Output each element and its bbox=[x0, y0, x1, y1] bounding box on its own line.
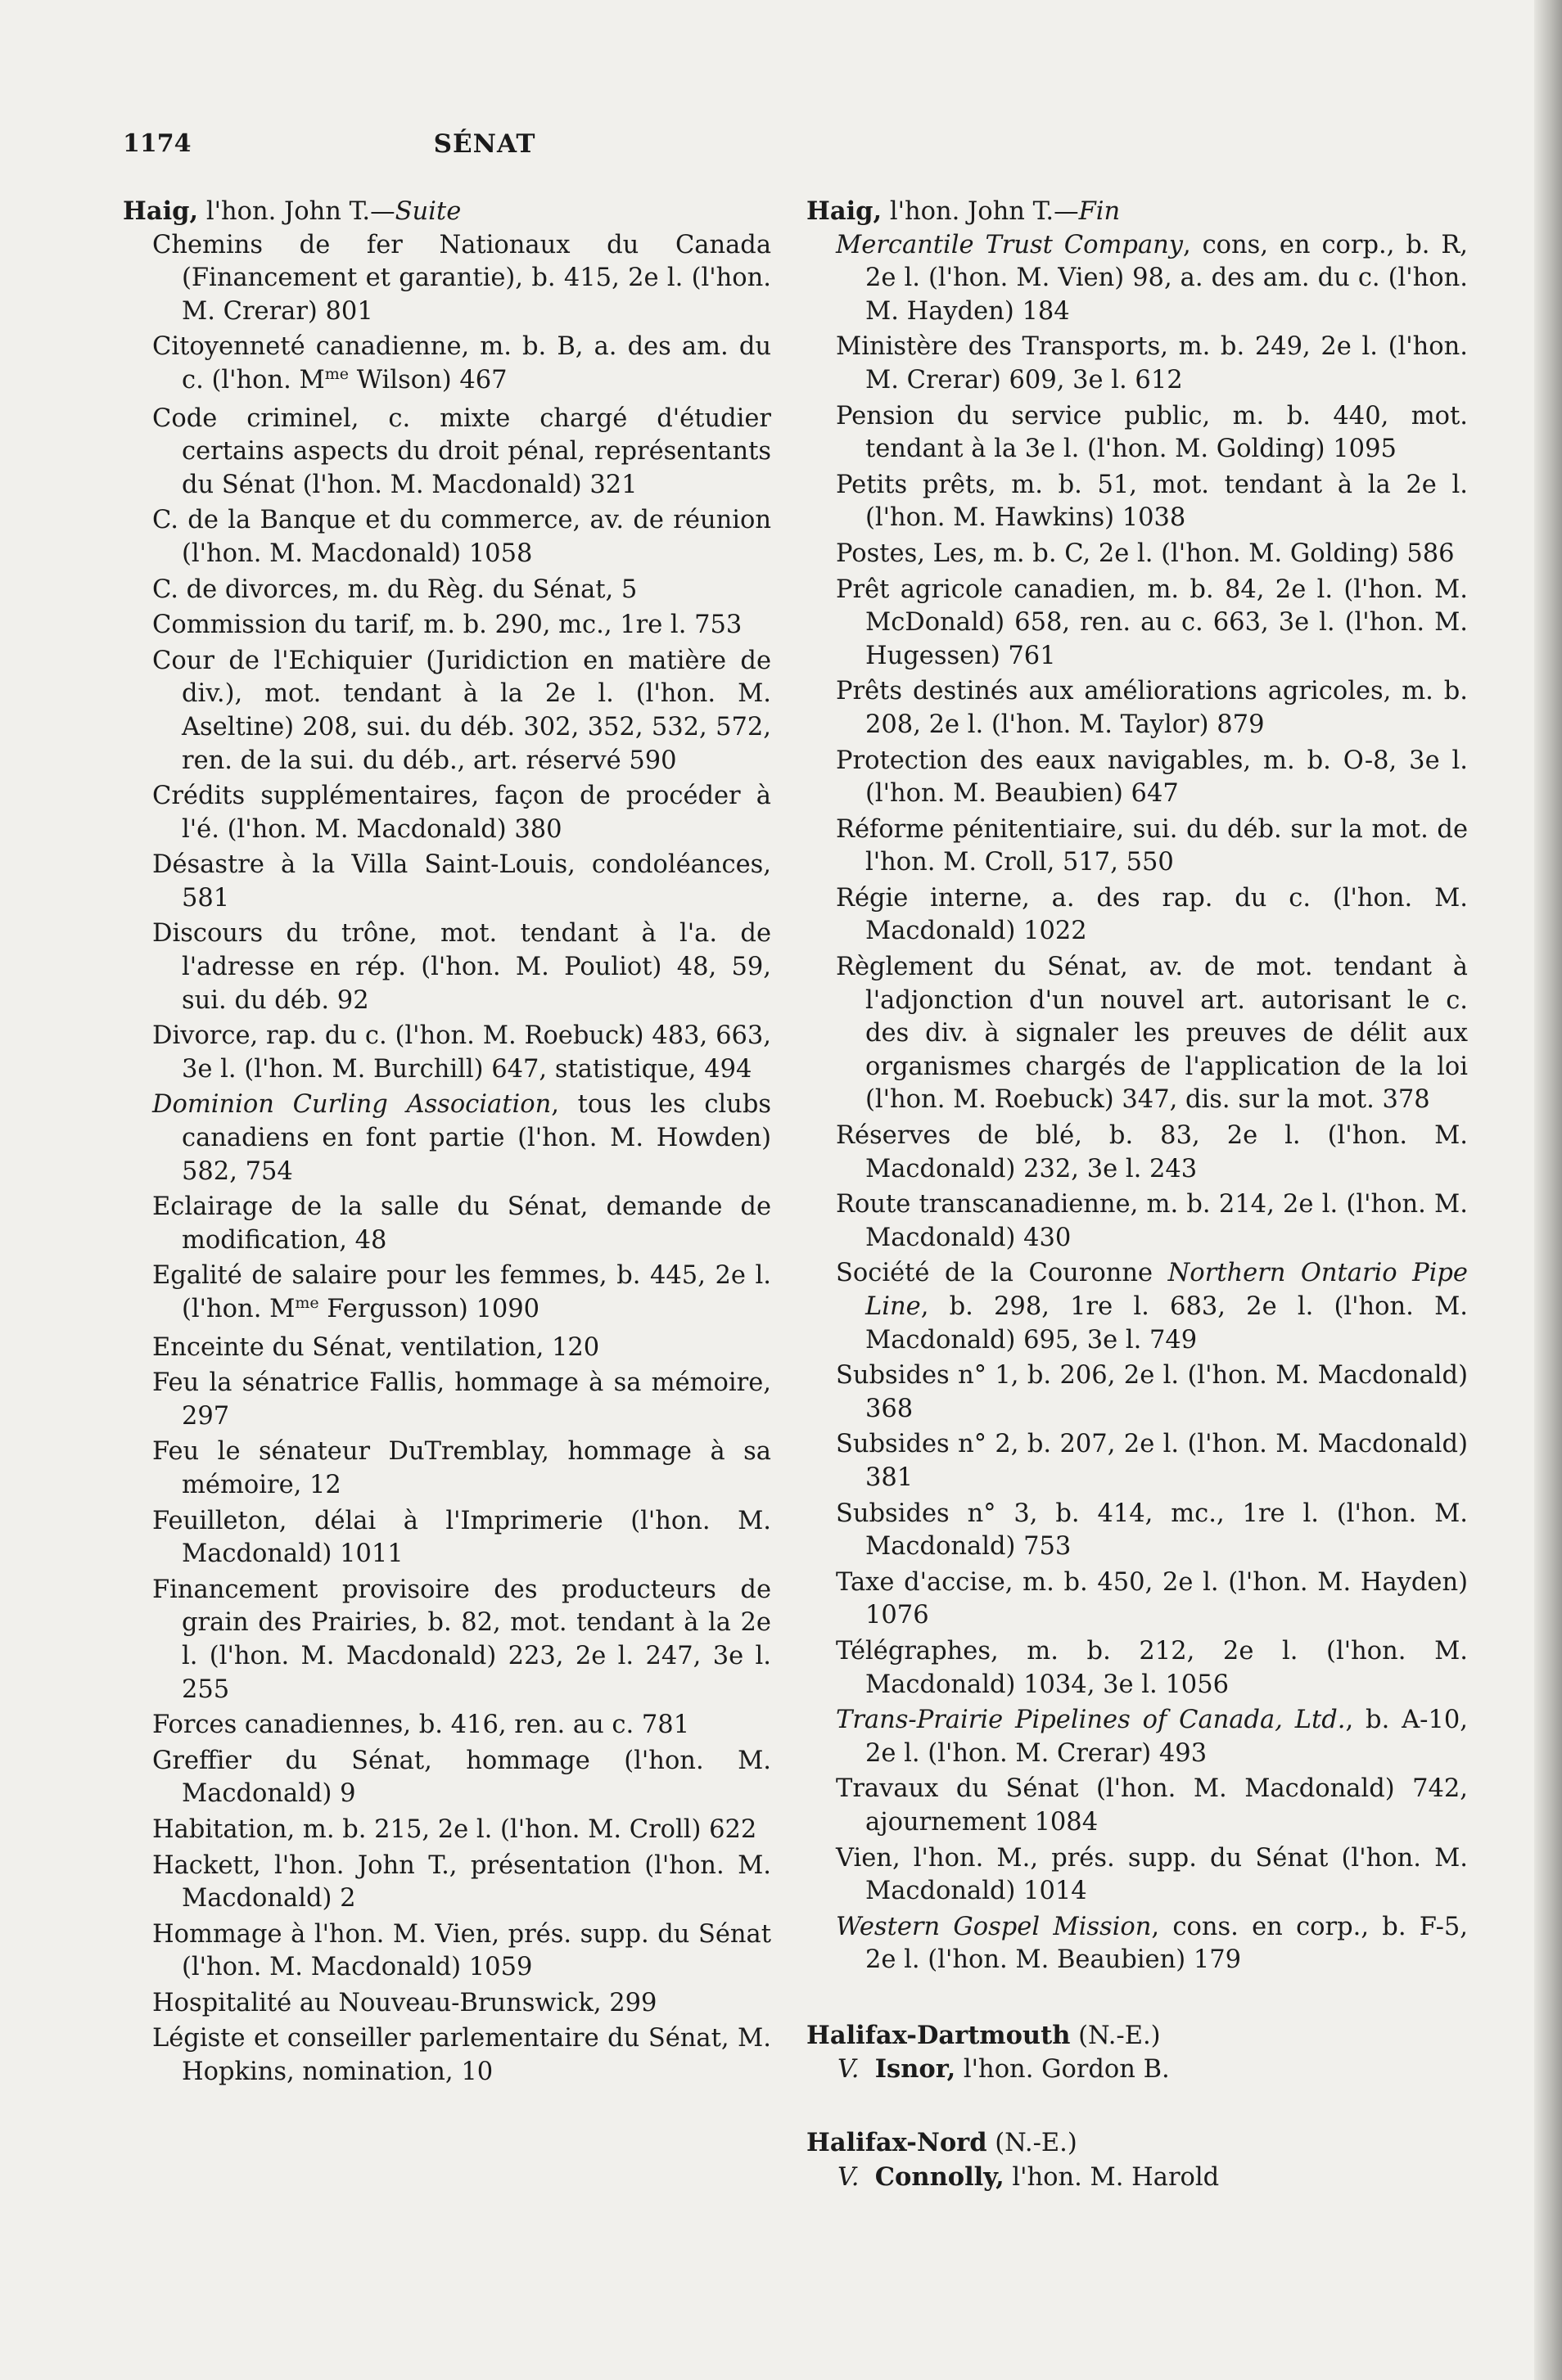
index-entry: Egalité de salaire pour les femmes, b. 445, 2e l. (l'hon. $M^{me}$ Fergusson) 1090 bbox=[152, 1261, 771, 1323]
index-entry: Désastre à la Villa Saint-Louis, condoléances, 581 bbox=[152, 850, 771, 913]
index-entry: Société de la Couronne Northern Ontario Pipe Line, b. 298, 1re l. 683, 2e l. (l'hon. M. Macdonald) 695, 3e l. 749 bbox=[836, 1259, 1468, 1355]
index-entry: Cour de l'Echiquier (Juridiction en matière de div.), mot. tendant à la 2e l. (l'hon. M. Aseltine) 208, sui. du déb. 302, 352, 532, 572, ren. de la sui. du déb., art. réservé 590 bbox=[152, 646, 771, 775]
index-entry: Route transcanadienne, m. b. 214, 2e l. (l'hon. M. Macdonald) 430 bbox=[836, 1190, 1468, 1252]
cross-ref-see-line bbox=[806, 2053, 1468, 2087]
see-name-rest: l'hon. Gordon B. bbox=[955, 2055, 1170, 2085]
section-gap bbox=[806, 1980, 1468, 2019]
index-entry: Hospitalité au Nouveau-Brunswick, 299 bbox=[152, 1988, 657, 2017]
see-name: Connolly, bbox=[874, 2161, 1004, 2192]
section-gap bbox=[806, 2087, 1468, 2126]
index-heading bbox=[123, 195, 771, 229]
index-entry: Feu la sénatrice Fallis, hommage à sa mémoire, 297 bbox=[152, 1368, 771, 1431]
index-entry: Enceinte du Sénat, ventilation, 120 bbox=[152, 1332, 600, 1362]
index-entry: Travaux du Sénat (l'hon. M. Macdonald) 742, ajournement 1084 bbox=[836, 1774, 1468, 1837]
index-entry: Hommage à l'hon. M. Vien, prés. supp. du Sénat (l'hon. M. Macdonald) 1059 bbox=[152, 1919, 771, 1982]
index-entry: Citoyenneté canadienne, m. b. B, a. des am. du c. (l'hon. $M^{me}$ Wilson) 467 bbox=[152, 332, 771, 394]
index-entry: Financement provisoire des producteurs de grain des Prairies, b. 82, mot. tendant à la 2e l. (l'hon. M. Macdonald) 223, 2e l. 247, 3e l. 255 bbox=[152, 1575, 771, 1704]
index-entry: Prêt agricole canadien, m. b. 84, 2e l. (l'hon. M. McDonald) 658, ren. au c. 663, 3e l. (l'hon. M. Hugessen) 761 bbox=[836, 575, 1468, 670]
running-title: SÉNAT bbox=[433, 129, 536, 159]
index-entry: Subsides n° 3, b. 414, mc., 1re l. (l'hon. M. Macdonald) 753 bbox=[836, 1499, 1468, 1562]
heading-name: Haig, bbox=[123, 196, 199, 226]
index-entry: Hackett, l'hon. John T., présentation (l'hon. M. Macdonald) 2 bbox=[152, 1850, 771, 1913]
index-entry: Protection des eaux navigables, m. b. O-8, 3e l. (l'hon. M. Beaubien) 647 bbox=[836, 746, 1468, 809]
index-entry: Règlement du Sénat, av. de mot. tendant à l'adjonction d'un nouvel art. autorisant le c. des div. à signaler les preuves de délit aux organismes chargés de l'application de la loi (l'hon. M. Roebuck) 347, dis. sur la mot. 378 bbox=[836, 953, 1468, 1115]
index-entry: Prêts destinés aux améliorations agricoles, m. b. 208, 2e l. (l'hon. M. Taylor) 879 bbox=[836, 677, 1468, 739]
heading-rest: l'hon. John T.— bbox=[198, 197, 395, 226]
index-entry: C. de la Banque et du commerce, av. de réunion (l'hon. M. Macdonald) 1058 bbox=[152, 506, 771, 568]
cross-ref-heading-name: Halifax-Nord bbox=[806, 2128, 987, 2158]
index-entry: Feu le sénateur DuTremblay, hommage à sa mémoire, 12 bbox=[152, 1437, 771, 1499]
index-entry: Télégraphes, m. b. 212, 2e l. (l'hon. M. Macdonald) 1034, 3e l. 1056 bbox=[836, 1636, 1468, 1699]
page-edge-shadow bbox=[1534, 0, 1562, 2380]
index-entry: Feuilleton, délai à l'Imprimerie (l'hon. M. Macdonald) 1011 bbox=[152, 1506, 771, 1569]
index-entry: Trans-Prairie Pipelines of Canada, Ltd., b. A-10, 2e l. (l'hon. M. Crerar) 493 bbox=[836, 1706, 1468, 1768]
heading-continuation: Fin bbox=[1078, 197, 1121, 226]
index-entry: Commission du tarif, m. b. 290, mc., 1re l. 753 bbox=[152, 611, 743, 640]
index-entry: Régie interne, a. des rap. du c. (l'hon. M. Macdonald) 1022 bbox=[836, 883, 1468, 946]
index-entry: Western Gospel Mission, cons. en corp., b. F-5, 2e l. (l'hon. M. Beaubien) 179 bbox=[836, 1912, 1469, 1975]
cross-ref-heading-region: (N.-E.) bbox=[986, 2129, 1077, 2158]
index-entry: Réserves de blé, b. 83, 2e l. (l'hon. M. Macdonald) 232, 3e l. 243 bbox=[836, 1121, 1468, 1183]
index-entry: Taxe d'accise, m. b. 450, 2e l. (l'hon. M. Hayden) 1076 bbox=[836, 1567, 1468, 1630]
index-entry: Eclairage de la salle du Sénat, demande de modification, 48 bbox=[152, 1192, 771, 1255]
index-entry: Pension du service public, m. b. 440, mot. tendant à la 3e l. (l'hon. M. Golding) 1095 bbox=[836, 401, 1468, 464]
see-name-rest: l'hon. M. Harold bbox=[1004, 2162, 1220, 2192]
index-entry: C. de divorces, m. du Règ. du Sénat, 5 bbox=[152, 575, 638, 604]
index-entry: Légiste et conseiller parlementaire du Sénat, M. Hopkins, nomination, 10 bbox=[152, 2024, 771, 2087]
index-entry: Subsides n° 2, b. 207, 2e l. (l'hon. M. Macdonald) 381 bbox=[836, 1430, 1468, 1492]
entry-list bbox=[806, 229, 1468, 1977]
cross-ref-heading-region: (N.-E.) bbox=[1070, 2021, 1161, 2050]
index-entry: Code criminel, c. mixte chargé d'étudier certains aspects du droit pénal, représentants du Sénat (l'hon. M. Macdonald) 321 bbox=[152, 403, 771, 499]
index-entry: Greffier du Sénat, hommage (l'hon. M. Macdonald) 9 bbox=[152, 1746, 771, 1809]
cross-ref-heading-name: Halifax-Dartmouth bbox=[806, 2020, 1071, 2050]
cross-ref-heading bbox=[806, 2126, 1468, 2161]
index-entry: Chemins de fer Nationaux du Canada (Financement et garantie), b. 415, 2e l. (l'hon. M. Crerar) 801 bbox=[152, 230, 771, 326]
index-entry: Postes, Les, m. b. C, 2e l. (l'hon. M. Golding) 586 bbox=[836, 539, 1455, 568]
index-entry: Habitation, m. b. 215, 2e l. (l'hon. M. Croll) 622 bbox=[152, 1814, 757, 1844]
cross-ref-heading bbox=[806, 2019, 1468, 2053]
index-entry: Mercantile Trust Company, cons, en corp., b. R, 2e l. (l'hon. M. Vien) 98, a. des am. du c. (l'hon. M. Hayden) 184 bbox=[836, 230, 1469, 326]
heading-rest: l'hon. John T.— bbox=[882, 197, 1079, 226]
heading-continuation: Suite bbox=[395, 197, 462, 226]
entry-list bbox=[123, 229, 771, 2089]
see-name: Isnor, bbox=[874, 2054, 956, 2085]
index-heading bbox=[806, 195, 1468, 229]
index-entry: Divorce, rap. du c. (l'hon. M. Roebuck) 483, 663, 3e l. (l'hon. M. Burchill) 647, statistique, 494 bbox=[152, 1021, 771, 1084]
see-marker: V. bbox=[837, 2162, 860, 2192]
index-entry: Petits prêts, m. b. 51, mot. tendant à la 2e l. (l'hon. M. Hawkins) 1038 bbox=[836, 470, 1468, 533]
index-entry: Forces canadiennes, b. 416, ren. au c. 781 bbox=[152, 1711, 690, 1740]
page-number: 1174 bbox=[123, 129, 192, 158]
index-entry: Vien, l'hon. M., prés. supp. du Sénat (l'hon. M. Macdonald) 1014 bbox=[836, 1843, 1468, 1906]
cross-ref-see-line bbox=[806, 2161, 1468, 2195]
heading-name: Haig, bbox=[806, 196, 883, 226]
left-column bbox=[123, 195, 771, 2092]
index-entry: Discours du trône, mot. tendant à l'a. de l'adresse en rép. (l'hon. M. Pouliot) 48, 59, sui. du déb. 92 bbox=[152, 919, 771, 1015]
right-column bbox=[806, 195, 1468, 2194]
index-entry: Dominion Curling Association, tous les clubs canadiens en font partie (l'hon. M. Howden) 582, 754 bbox=[152, 1090, 771, 1186]
index-entry: Réforme pénitentiaire, sui. du déb. sur la mot. de l'hon. M. Croll, 517, 550 bbox=[836, 814, 1468, 877]
index-entry: Ministère des Transports, m. b. 249, 2e l. (l'hon. M. Crerar) 609, 3e l. 612 bbox=[836, 332, 1468, 394]
see-marker: V. bbox=[837, 2055, 860, 2085]
index-entry: Crédits supplémentaires, façon de procéder à l'é. (l'hon. M. Macdonald) 380 bbox=[152, 782, 771, 844]
index-entry: Subsides n° 1, b. 206, 2e l. (l'hon. M. Macdonald) 368 bbox=[836, 1361, 1468, 1423]
